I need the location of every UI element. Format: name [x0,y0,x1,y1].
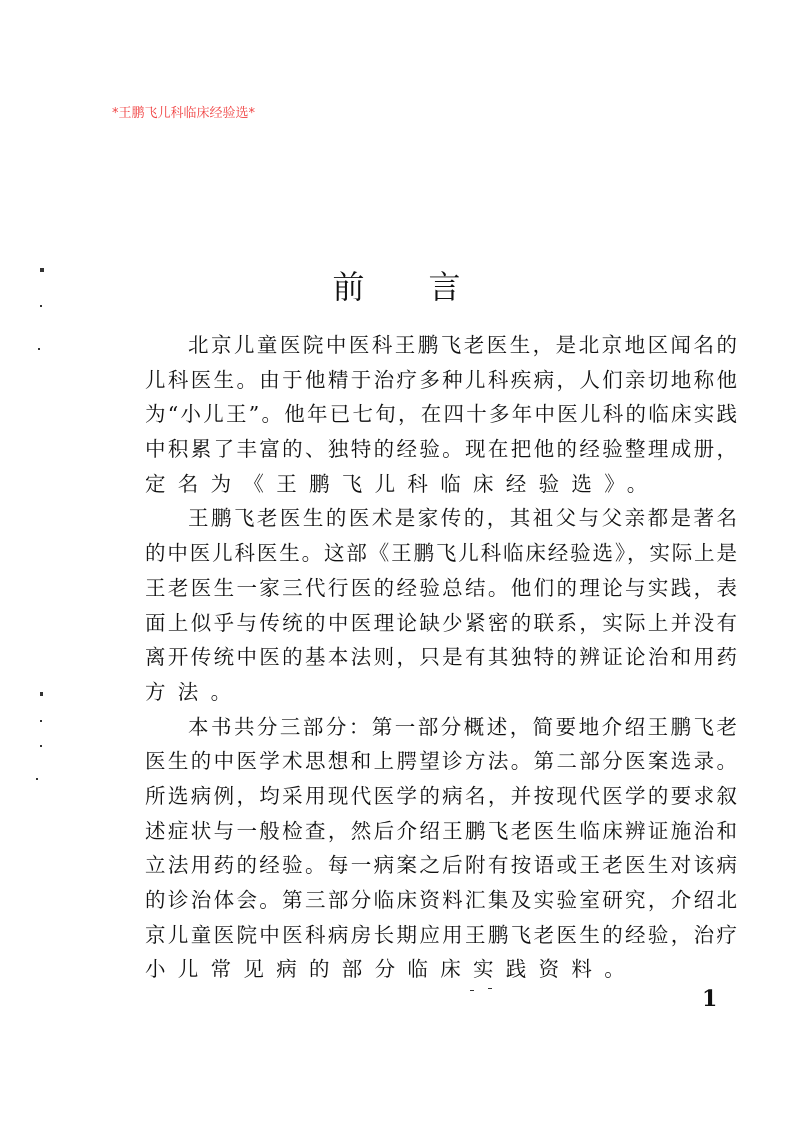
title-char: 言 [428,268,461,306]
title-char: 前 [332,268,365,306]
text-line: 医生的中医学术思想和上腭望诊方法。第二部分医案选录。 [145,749,737,774]
page-title [0,262,793,308]
text-line: 立法用药的经验。每一病案之后附有按语或王老医生对该病 [145,853,737,878]
text-line: 定名为《王鹏飞儿科临床经验选》。 [145,471,660,496]
text-line: 北京儿童医院中医科王鹏飞老医生，是北京地区闻名的 [188,333,737,357]
running-header: *王鹏飞儿科临床经验选* [112,106,256,121]
text-line: 所选病例，均采用现代医学的病名，并按现代医学的要求叙 [145,783,737,808]
text-line: 小儿常见病的部分临床实践资料。 [145,957,637,982]
text-line: 方法。 [145,679,244,704]
text-line: 儿科医生。由于他精于治疗多种儿科疾病，人们亲切地称他 [145,367,737,392]
page-number: 1 [702,986,718,1012]
text-line: 中积累了丰富的、独特的经验。现在把他的经验整理成册， [145,437,737,462]
preface-body [145,328,737,987]
text-line: 面上似乎与传统的中医理论缺少紧密的联系，实际上并没有 [145,610,737,635]
text-line: 本书共分三部分：第一部分概述，简要地介绍王鹏飞老 [188,714,737,739]
text-line: 离开传统中医的基本法则，只是有其独特的辨证论治和用药 [145,645,737,670]
text-line: 王鹏飞老医生的医术是家传的，其祖父与父亲都是著名 [188,506,737,531]
text-line: 王老医生一家三代行医的经验总结。他们的理论与实践，表 [145,575,737,600]
text-line: 京儿童医院中医科病房长期应用王鹏飞老医生的经验，治疗 [145,922,737,947]
text-line: 述症状与一般检查，然后介绍王鹏飞老医生临床辨证施治和 [145,818,737,843]
text-line: 为“小儿王”。他年已七旬，在四十多年中医儿科的临床实践 [145,402,737,427]
text-line: 的诊治体会。第三部分临床资料汇集及实验室研究，介绍北 [145,888,737,912]
text-line: 的中医儿科医生。这部《王鹏飞儿科临床经验选》，实际上是 [145,541,737,566]
